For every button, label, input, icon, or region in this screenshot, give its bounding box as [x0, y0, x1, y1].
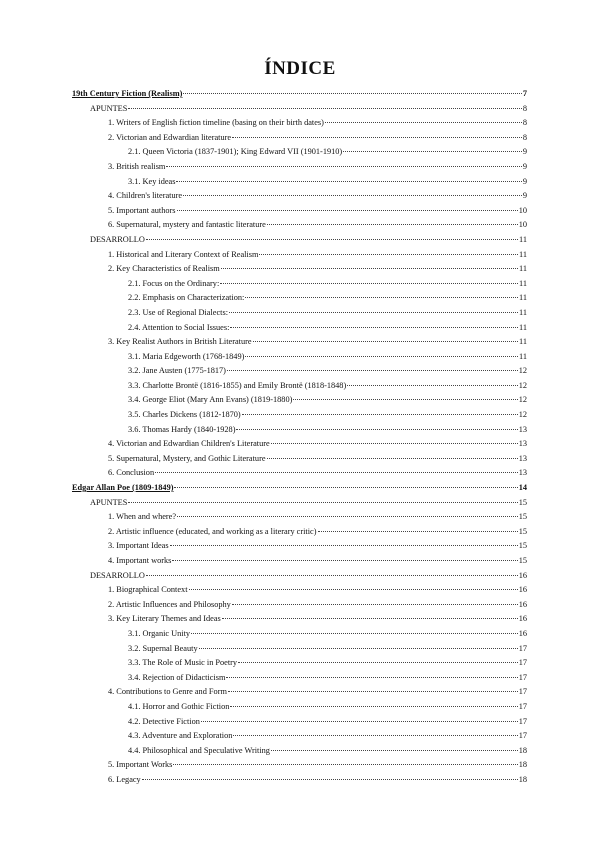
toc-entry-label[interactable]: DESARROLLO [90, 570, 145, 580]
toc-entry-label[interactable]: 3.5. Charles Dickens (1812-1870) [128, 410, 241, 420]
toc-entry-label[interactable]: 6. Supernatural, mystery and fantastic literature [108, 220, 266, 230]
toc-entry-label[interactable]: 3.1. Maria Edgeworth (1768-1849) [128, 351, 245, 361]
toc-entry-label[interactable]: 5. Important Works [108, 760, 173, 770]
toc-entry[interactable] [72, 715, 527, 730]
toc-entry[interactable] [72, 350, 527, 365]
toc-entry-page-number[interactable]: 16 [518, 585, 527, 595]
toc-entry[interactable] [72, 627, 527, 642]
dot-leader [232, 137, 522, 138]
dot-leader [238, 662, 518, 663]
dot-leader [253, 341, 518, 342]
toc-entry[interactable] [72, 612, 527, 627]
toc-entry-page-number[interactable]: 8 [522, 118, 527, 128]
toc-entry[interactable] [72, 569, 527, 584]
toc-entry[interactable] [72, 233, 527, 248]
toc-entry-label[interactable]: Edgar Allan Poe (1809-1849) [72, 483, 174, 493]
toc-entry-label[interactable]: 2.3. Use of Regional Dialects: [128, 307, 229, 317]
dot-leader [146, 239, 518, 240]
toc-entry-page-number[interactable]: 10 [518, 205, 527, 215]
toc-entry[interactable] [72, 539, 527, 554]
toc-entry-label[interactable]: 3. Important Ideas [108, 541, 169, 551]
toc-entry-page-number[interactable]: 17 [518, 731, 527, 741]
dot-leader [271, 750, 518, 751]
dot-leader [221, 268, 518, 269]
dot-leader [191, 633, 518, 634]
toc-entry[interactable] [72, 262, 527, 277]
dot-leader [259, 254, 518, 255]
toc-entry-page-number[interactable]: 13 [518, 424, 527, 434]
toc-entry-label[interactable]: 1. Historical and Literary Context of Realism [108, 249, 259, 259]
toc-entry-page-number[interactable]: 12 [518, 380, 527, 390]
dot-leader [245, 297, 518, 298]
dot-leader [128, 502, 517, 503]
toc-entry-page-number[interactable]: 9 [522, 147, 527, 157]
toc-entry-label[interactable]: 3.1. Organic Unity [128, 628, 191, 638]
toc-entry[interactable] [72, 700, 527, 715]
toc-entry-label[interactable]: 2.1. Queen Victoria (1837-1901); King Edward VII (1901-1910) [128, 147, 343, 157]
toc-entry[interactable] [72, 525, 527, 540]
dot-leader [146, 575, 518, 576]
toc-entry-page-number[interactable]: 16 [518, 614, 527, 624]
toc-entry-page-number[interactable]: 15 [518, 541, 527, 551]
dot-leader [230, 327, 518, 328]
toc-entry[interactable] [72, 102, 527, 117]
dot-leader [170, 545, 518, 546]
toc-entry[interactable] [72, 452, 527, 467]
toc-entry[interactable] [72, 175, 527, 190]
toc-entry-label[interactable]: 2. Artistic influence (educated, and working as a literary critic) [108, 526, 317, 536]
toc-entry-page-number[interactable]: 11 [519, 322, 527, 332]
toc-entry[interactable] [72, 423, 527, 438]
toc-entry[interactable] [72, 160, 527, 175]
toc-entry-label[interactable]: 6. Legacy [108, 774, 141, 784]
toc-entry-page-number[interactable]: 18 [518, 760, 527, 770]
dot-leader [271, 443, 518, 444]
dot-leader [176, 181, 521, 182]
toc-entry[interactable] [72, 306, 527, 321]
dot-leader [227, 370, 518, 371]
dot-leader [229, 312, 518, 313]
toc-entry-page-number[interactable]: 15 [518, 556, 527, 565]
dot-leader [228, 691, 518, 692]
dot-leader [201, 721, 518, 722]
toc-entry-page-number[interactable]: 12 [518, 395, 527, 405]
toc-entry-page-number[interactable]: 17 [518, 643, 527, 653]
toc-entry-label[interactable]: 4.4. Philosophical and Speculative Writing [128, 745, 270, 755]
toc-entry-label[interactable]: 2.2. Emphasis on Characterization: [128, 293, 245, 303]
dot-leader [236, 429, 517, 430]
toc-entry-label[interactable]: 1. Writers of English fiction timeline (basing on their birth dates) [108, 118, 324, 128]
dot-leader [232, 604, 518, 605]
toc-entry-page-number[interactable]: 13 [518, 468, 527, 478]
toc-entry-label[interactable]: 6. Conclusion [108, 468, 155, 478]
toc-entry-label[interactable]: 3.4. Rejection of Didacticism [128, 672, 226, 682]
dot-leader [166, 166, 521, 167]
toc-entry-page-number[interactable]: 16 [518, 599, 527, 609]
toc-entry-label[interactable]: 5. Supernatural, Mystery, and Gothic Literature [108, 453, 266, 463]
toc-entry-label[interactable]: 5. Important authors [108, 205, 176, 215]
toc-entry[interactable] [72, 277, 527, 292]
toc-entry[interactable] [72, 466, 527, 481]
toc-entry[interactable] [72, 408, 527, 423]
toc-entry-label[interactable]: 3.4. George Eliot (Mary Ann Evans) (1819-1880) [128, 395, 293, 405]
toc-entry-label[interactable]: 4. Contributions to Genre and Form [108, 687, 227, 697]
toc-entry[interactable] [72, 379, 527, 394]
dot-leader [230, 706, 517, 707]
toc-entry-label[interactable]: 2. Artistic Influences and Philosophy [108, 599, 231, 609]
toc-entry-label[interactable]: 2. Key Characteristics of Realism [108, 264, 220, 274]
toc-entry-page-number[interactable]: 8 [522, 103, 527, 113]
toc-entry-page-number[interactable]: 15 [518, 512, 527, 522]
toc-entry-label[interactable]: 3. British realism [108, 161, 166, 171]
toc-entry-page-number[interactable]: 13 [518, 439, 527, 449]
toc-entry-label[interactable]: 2.4. Attention to Social Issues: [128, 322, 230, 332]
dot-leader [222, 618, 518, 619]
toc-entry[interactable] [72, 510, 527, 525]
table-of-contents [72, 87, 527, 788]
toc-entry-page-number[interactable]: 9 [522, 161, 527, 171]
dot-leader [128, 108, 522, 109]
toc-entry-label[interactable]: 4.1. Horror and Gothic Fiction [128, 701, 230, 711]
toc-entry-page-number[interactable]: 11 [519, 337, 527, 347]
toc-entry[interactable] [72, 642, 527, 657]
toc-entry[interactable] [72, 685, 527, 700]
toc-entry[interactable] [72, 364, 527, 379]
dot-leader [199, 648, 518, 649]
dot-leader [172, 560, 517, 561]
toc-entry[interactable] [72, 116, 527, 131]
toc-entry[interactable] [72, 248, 527, 263]
toc-entry-page-number[interactable]: 11 [519, 249, 527, 259]
toc-entry[interactable] [72, 758, 527, 773]
toc-entry-label[interactable]: 4.2. Detective Fiction [128, 716, 200, 726]
toc-entry-page-number[interactable]: 9 [522, 176, 527, 186]
toc-entry-page-number[interactable]: 12 [518, 366, 527, 376]
toc-entry-label[interactable]: 19th Century Fiction (Realism) [72, 89, 183, 98]
toc-entry-page-number[interactable]: 11 [519, 264, 527, 274]
toc-entry-label[interactable]: 4.3. Adventure and Exploration [128, 731, 233, 741]
toc-entry-label[interactable]: 3.1. Key ideas [128, 176, 176, 186]
toc-entry-label[interactable]: DESARROLLO [90, 234, 145, 244]
toc-entry-label[interactable]: 3.2. Supernal Beauty [128, 643, 198, 653]
toc-entry[interactable] [72, 496, 527, 511]
toc-entry[interactable] [72, 437, 527, 452]
dot-leader [267, 458, 518, 459]
dot-leader [174, 487, 517, 488]
toc-entry-label[interactable]: APUNTES [90, 103, 128, 113]
toc-entry-page-number[interactable]: 17 [518, 672, 527, 682]
dot-leader [155, 472, 518, 473]
toc-entry[interactable] [72, 729, 527, 744]
toc-entry[interactable] [72, 393, 527, 408]
dot-leader [245, 356, 518, 357]
toc-entry[interactable] [72, 204, 527, 219]
toc-entry[interactable] [72, 554, 527, 569]
dot-leader [242, 414, 518, 415]
toc-entry-label[interactable]: 3.2. Jane Austen (1775-1817) [128, 366, 226, 376]
toc-entry-label[interactable]: 4. Victorian and Edwardian Children's Literature [108, 439, 270, 449]
dot-leader [325, 122, 522, 123]
page-title: ÍNDICE [264, 58, 336, 79]
toc-entry-page-number[interactable]: 18 [518, 774, 527, 784]
toc-entry-label[interactable]: 3.3. Charlotte Brontë (1816-1855) and Emily Brontë (1818-1848) [128, 380, 347, 390]
dot-leader [347, 385, 517, 386]
toc-entry[interactable] [72, 481, 527, 496]
toc-entry-page-number[interactable]: 12 [518, 410, 527, 420]
dot-leader [226, 677, 517, 678]
dot-leader [318, 531, 518, 532]
dot-leader [233, 735, 517, 736]
toc-entry-page-number[interactable]: 16 [518, 628, 527, 638]
toc-entry-page-number[interactable]: 16 [518, 570, 527, 580]
toc-entry-label[interactable]: 3.6. Thomas Hardy (1840-1928) [128, 424, 236, 434]
toc-entry-label[interactable]: 4. Children's literature [108, 191, 183, 201]
toc-entry-page-number[interactable]: 17 [518, 658, 527, 668]
toc-entry[interactable] [72, 598, 527, 613]
toc-entry-label[interactable]: 3. Key Literary Themes and Ideas [108, 614, 221, 624]
toc-entry[interactable] [72, 218, 527, 233]
toc-entry-page-number[interactable]: 17 [518, 701, 527, 711]
toc-entry[interactable] [72, 773, 527, 788]
dot-leader [183, 195, 522, 196]
toc-entry-page-number[interactable]: 7 [522, 89, 527, 98]
dot-leader [177, 210, 518, 211]
toc-entry-page-number[interactable]: 8 [522, 132, 527, 142]
toc-entry[interactable] [72, 145, 527, 160]
toc-entry-page-number[interactable]: 17 [518, 716, 527, 726]
toc-entry-page-number[interactable]: 11 [519, 351, 527, 361]
toc-entry-page-number[interactable]: 11 [519, 234, 527, 244]
toc-entry[interactable] [72, 335, 527, 350]
toc-entry-label[interactable]: 1. Biographical Context [108, 585, 188, 595]
toc-entry[interactable] [72, 671, 527, 686]
toc-entry[interactable] [72, 87, 527, 102]
toc-entry[interactable] [72, 189, 527, 204]
dot-leader [293, 399, 517, 400]
dot-leader [220, 283, 518, 284]
toc-entry-page-number[interactable]: 11 [519, 293, 527, 303]
toc-entry-page-number[interactable]: 18 [518, 745, 527, 755]
toc-entry-page-number[interactable]: 17 [518, 687, 527, 697]
toc-entry-page-number[interactable]: 11 [519, 307, 527, 317]
dot-leader [343, 151, 522, 152]
dot-leader [177, 516, 518, 517]
toc-entry-label[interactable]: 3. Key Realist Authors in British Literature [108, 337, 252, 347]
toc-entry-label[interactable]: 1. When and where? [108, 512, 177, 522]
toc-entry-label[interactable]: 2.1. Focus on the Ordinary: [128, 278, 220, 288]
toc-entry[interactable] [72, 583, 527, 598]
dot-leader [183, 93, 521, 94]
toc-entry-label[interactable]: 2. Victorian and Edwardian literature [108, 132, 232, 142]
toc-entry-label[interactable]: 4. Important works [108, 556, 172, 565]
toc-entry-label[interactable]: APUNTES [90, 497, 128, 507]
dot-leader [267, 224, 518, 225]
dot-leader [142, 779, 518, 780]
dot-leader [173, 764, 517, 765]
dot-leader [189, 589, 518, 590]
toc-entry[interactable] [72, 131, 527, 146]
toc-entry[interactable] [72, 656, 527, 671]
toc-entry-page-number[interactable]: 14 [518, 483, 527, 493]
toc-entry[interactable] [72, 321, 527, 336]
toc-entry[interactable] [72, 291, 527, 306]
toc-entry-page-number[interactable]: 11 [519, 278, 527, 288]
toc-entry-page-number[interactable]: 13 [518, 453, 527, 463]
toc-entry-page-number[interactable]: 15 [518, 526, 527, 536]
toc-entry-label[interactable]: 3.3. The Role of Music in Poetry [128, 658, 238, 668]
toc-entry-page-number[interactable]: 10 [518, 220, 527, 230]
toc-entry-page-number[interactable]: 9 [522, 191, 527, 201]
toc-entry[interactable] [72, 744, 527, 759]
toc-entry-page-number[interactable]: 15 [518, 497, 527, 507]
